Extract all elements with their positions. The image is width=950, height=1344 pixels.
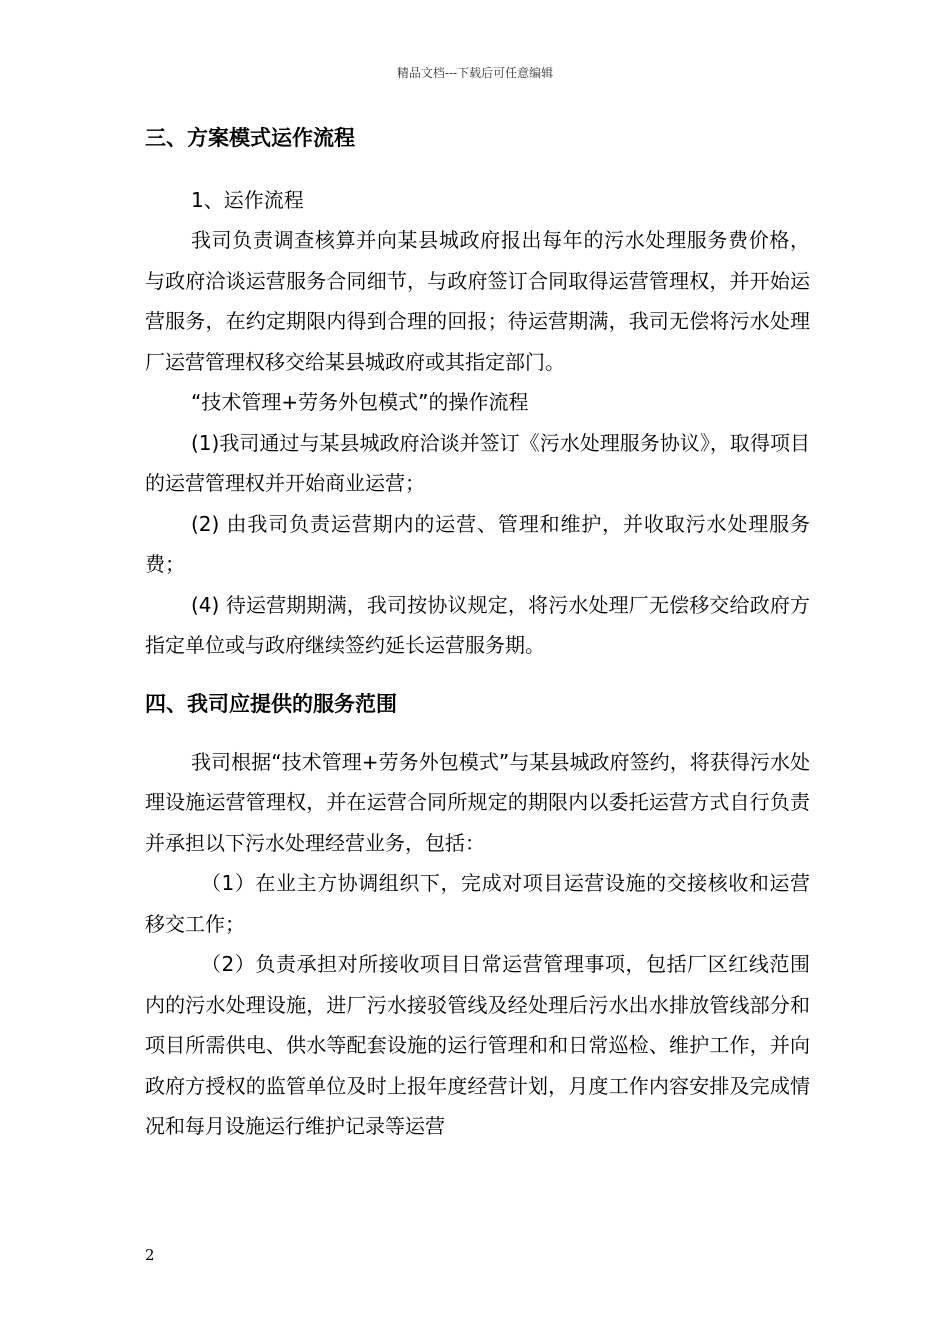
section-4-item-1: （1）在业主方协调组织下，完成对项目运营设施的交接核收和运营移交工作； bbox=[145, 871, 810, 936]
section-3-subheading: 1、运作流程 bbox=[191, 188, 304, 212]
page-header: 精品文档---下载后可任意编辑 bbox=[396, 66, 554, 80]
section-4-heading: 四、我司应提供的服务范围 bbox=[145, 691, 397, 716]
document-body bbox=[145, 118, 810, 1147]
section-3-paragraph-1: 我司负责调查核算并向某县城政府报出每年的污水处理服务费价格，与政府洽谈运营服务合同细节，与政府签订合同取得运营管理权，并开始运营服务，在约定期限内得到合理的回报；待运营期满，我司无偿将污水处理厂运营管理权移交给某县城政府或其指定部门。 bbox=[145, 228, 810, 374]
section-3-heading: 三、方案模式运作流程 bbox=[145, 126, 355, 150]
page-number: 2 bbox=[145, 1246, 155, 1264]
section-3-paragraph-2: “技术管理+劳务外包模式”的操作流程 bbox=[191, 390, 529, 414]
section-4-item-2: （2）负责承担对所接收项目日常运营管理事项，包括厂区红线范围内的污水处理设施，进厂污水接驳管线及经处理后污水出水排放管线部分和项目所需供电、供水等配套设施的运行管理和和日常巡检、维护工作，并向政府方授权的监管单位及时上报年度经营计划，月度工作内容安排及完成情况和每月设施运行维护记录等运营 bbox=[145, 952, 810, 1138]
section-3-item-1: (1)我司通过与某县城政府洽谈并签订《污水处理服务协议》，取得项目的运营管理权并开始商业运营； bbox=[145, 430, 810, 495]
section-3-item-3: (4) 待运营期期满，我司按协议规定，将污水处理厂无偿移交给政府方指定单位或与政府继续签约延长运营服务期。 bbox=[145, 592, 810, 657]
section-4-paragraph-1: 我司根据“技术管理+劳务外包模式”与某县城政府签约，将获得污水处理设施运营管理权，并在运营合同所规定的期限内以委托运营方式自行负责并承担以下污水处理经营业务，包括： bbox=[145, 749, 810, 855]
section-3-item-2: (2) 由我司负责运营期内的运营、管理和维护，并收取污水处理服务费； bbox=[145, 511, 810, 576]
